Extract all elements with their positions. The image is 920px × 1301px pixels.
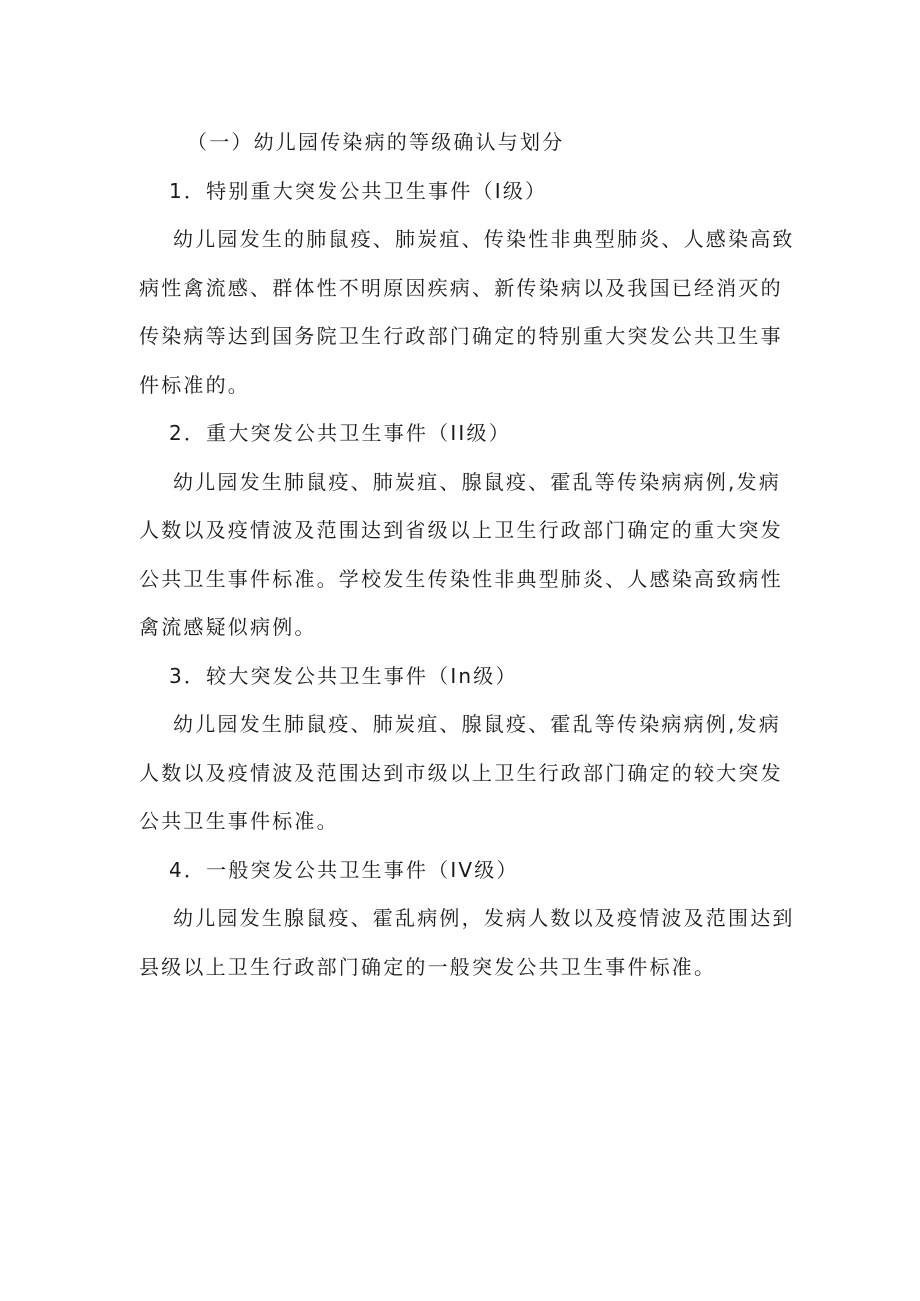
item-heading-1: 1．特别重大突发公共卫生事件（Ⅰ级）: [169, 178, 548, 203]
paragraph-line: 县级以上卫生行政部门确定的一般突发公共卫生事件标准。: [139, 954, 717, 979]
item-heading-3: 3．较大突发公共卫生事件（In级）: [169, 663, 518, 688]
item-heading-4: 4．一般突发公共卫生事件（IV级）: [169, 857, 519, 882]
paragraph-line: 人数以及疫情波及范围达到市级以上卫生行政部门确定的较大突发: [139, 760, 783, 785]
document-body: [139, 118, 795, 991]
paragraph-line: 幼儿园发生肺鼠疫、肺炭疽、腺鼠疫、霍乱等传染病病例,发病: [173, 469, 781, 494]
paragraph-line: 公共卫生事件标准。学校发生传染性非典型肺炎、人感染高致病性: [139, 566, 783, 591]
paragraph-line: 幼儿园发生的肺鼠疫、肺炭疽、传染性非典型肺炎、人感染高致: [173, 227, 795, 251]
paragraph-line: 病性禽流感、群体性不明原因疾病、新传染病以及我国已经消灭的: [139, 275, 783, 300]
item-heading-2: 2．重大突发公共卫生事件（II级）: [169, 421, 511, 445]
paragraph-line: 件标准的。: [139, 372, 250, 397]
paragraph-line: 幼儿园发生肺鼠疫、肺炭疽、腺鼠疫、霍乱等传染病病例,发病: [173, 712, 781, 736]
paragraph-line: 幼儿园发生腺鼠疫、霍乱病例，发病人数以及疫情波及范围达到: [173, 906, 795, 930]
paragraph-line: 人数以及疫情波及范围达到省级以上卫生行政部门确定的重大突发: [139, 518, 783, 542]
paragraph-line: 传染病等达到国务院卫生行政部门确定的特别重大突发公共卫生事: [139, 324, 783, 348]
paragraph-line: 公共卫生事件标准。: [139, 809, 339, 833]
section-heading: （一）幼儿园传染病的等级确认与划分: [187, 130, 565, 154]
paragraph-line: 禽流感疑似病例。: [139, 615, 317, 639]
